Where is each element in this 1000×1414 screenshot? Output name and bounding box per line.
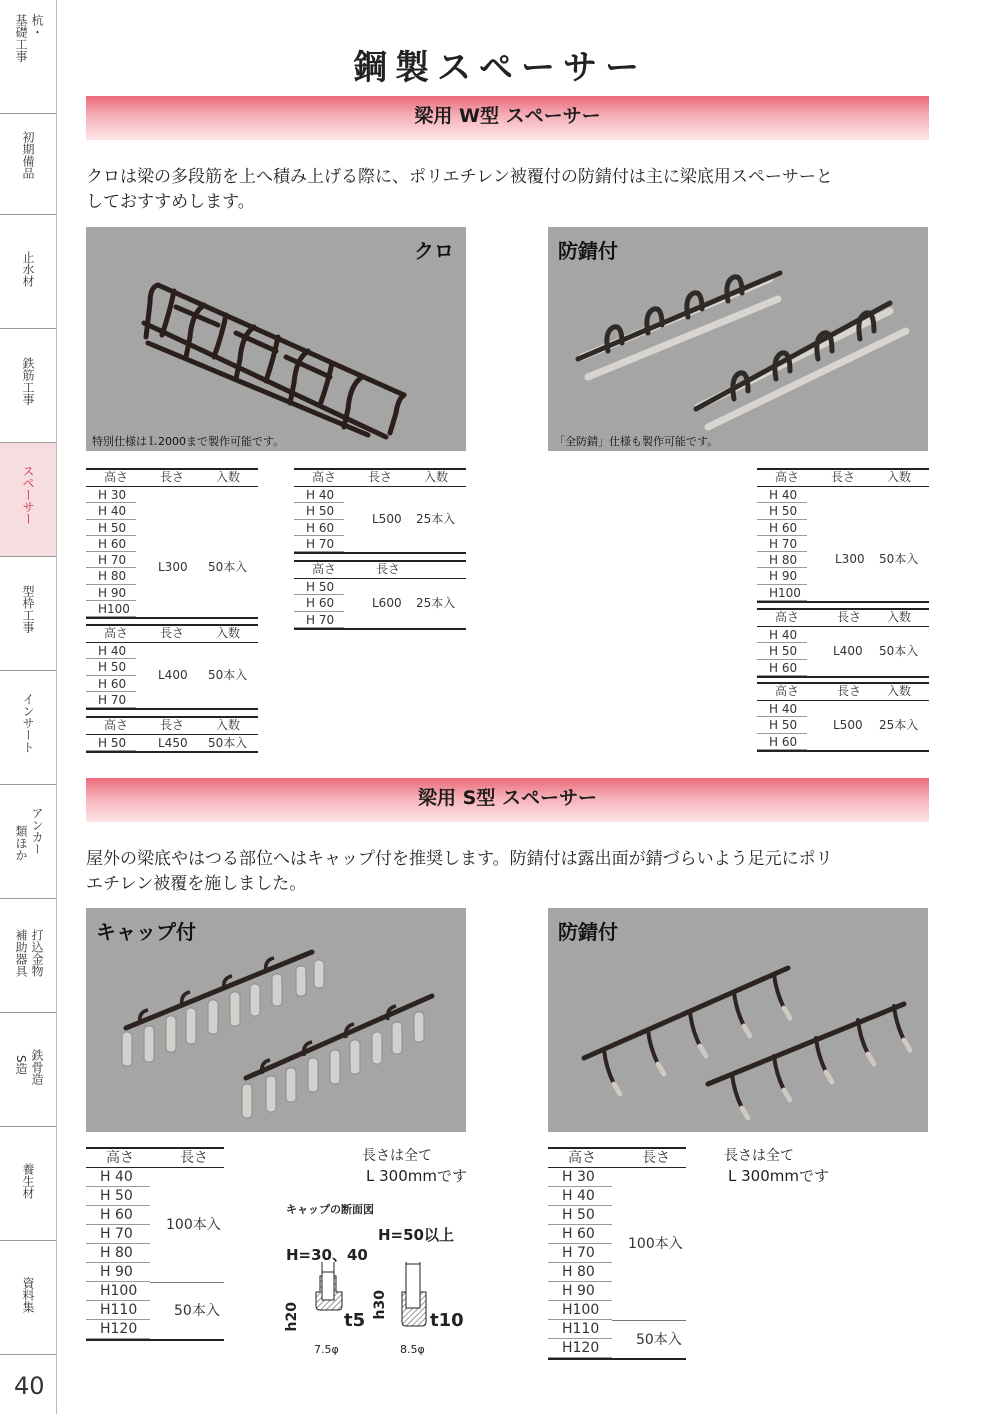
table-row: H 60 [86,536,136,552]
table-row: H 30 [86,487,136,503]
table-row: H 40 [757,487,807,503]
tab-insert[interactable] [0,671,56,785]
table-row: H 70 [548,1244,612,1263]
length-value: L500 [372,512,402,526]
photo-note: 特別仕様はＬ2000まで製作可能です。 [92,435,285,448]
spec-table-bousei-l300 [757,468,929,603]
photo-label: 防錆付 [558,239,618,263]
length-value: L400 [158,668,188,682]
photo-cap [86,908,466,1132]
tab-label: 類ほか [14,825,28,861]
table-row: H 40 [86,643,136,659]
cap-diagram-title: キャップの断面図 [286,1203,374,1216]
table-row: H 50 [757,717,807,733]
header-height: 高さ [568,1150,596,1166]
table-body [757,701,929,752]
header-count: 入数 [216,626,241,640]
table-row: H100 [86,601,136,617]
length-value: L300 [158,560,188,574]
header-count: 入数 [216,718,241,732]
tab-label: 初期備品 [21,131,35,179]
table-row: H 80 [757,552,807,568]
page-number: 40 [14,1372,45,1400]
length-note-line: L 300mmです [728,1167,829,1185]
table-header [757,682,929,701]
table-row: H 70 [86,692,136,708]
count-value: 25本入 [416,512,456,526]
header-length: 長さ [642,1150,670,1166]
sidebar-rule [56,0,57,1414]
length-note-line: 長さは全て [724,1148,794,1164]
table-row: H 90 [86,1263,150,1282]
table-row: H 60 [86,676,136,692]
cap-t-right: t10 [430,1310,464,1331]
cap-t-left: t5 [344,1310,366,1331]
header-count: 入数 [887,470,912,484]
length-note-cap [362,1146,467,1186]
table-body [548,1168,686,1360]
banner-text: 梁用 W型 スペーサー [414,105,601,127]
tab-label: 養生材 [21,1163,35,1199]
tab-label: 鉄骨造 [30,1049,44,1085]
table-row: H 60 [757,520,807,536]
description-line: 屋外の梁底やはつる部位へはキャップ付を推奨します。防錆付は露出面が錆づらいよう足元にポリ [86,849,833,869]
header-height: 高さ [312,470,337,484]
page-title: 鋼製スペーサー [353,48,647,88]
length-note-bousei [724,1146,829,1186]
header-count: 入数 [887,684,912,698]
table-body [757,627,929,678]
header-length: 長さ [160,626,185,640]
table-header [757,468,929,487]
header-length: 長さ [837,684,862,698]
cap-diagram-right-label: H=50以上 [378,1226,454,1244]
table-row: H 60 [548,1225,612,1244]
tab-steel-frame[interactable] [0,1013,56,1127]
photo-label: 防錆付 [558,920,618,944]
spec-table-kuro-l600 [294,560,466,630]
spec-table-kuro-l400 [86,624,258,710]
cap-diagram-left-label: H=30、40 [286,1246,368,1264]
spec-table-bousei-s [548,1147,686,1360]
count-value: 50本入 [174,1303,220,1319]
section-banner-w [86,96,929,140]
table-row: H 80 [86,568,136,584]
table-header [86,468,258,487]
tab-label: 補助器具 [14,929,28,977]
tab-label: スペーサー [21,465,35,525]
header-length: 長さ [160,470,185,484]
table-row: H 80 [86,1244,150,1263]
header-length: 長さ [180,1150,208,1166]
table-row: H 40 [294,487,344,503]
table-row: H 70 [86,552,136,568]
header-height: 高さ [312,562,337,576]
tab-label: 資料集 [21,1277,35,1313]
table-row: H 70 [86,1225,150,1244]
header-length: 長さ [376,562,401,576]
length-value: L400 [833,644,863,658]
spec-table-bousei-l500 [757,682,929,752]
table-row: H 50 [86,520,136,536]
header-length: 長さ [368,470,393,484]
table-header [294,560,466,579]
table-row: H 50 [86,1187,150,1206]
header-length: 長さ [831,470,856,484]
count-value: 100本入 [166,1217,221,1233]
length-value: L300 [835,552,865,566]
banner-text: 梁用 S型 スペーサー [418,787,597,809]
photo-note: 「全防錆」仕様も製作可能です。 [554,435,719,448]
tab-spacer[interactable] [0,443,56,557]
tab-label: 杭・ [30,14,44,38]
count-value: 50本入 [208,560,248,574]
header-height: 高さ [775,610,800,624]
table-row: H100 [86,1282,150,1301]
table-header [86,624,258,643]
photo-label: キャップ付 [96,920,196,944]
tab-reference[interactable] [0,1241,56,1355]
table-body [86,487,258,619]
table-row: H 50 [757,643,807,659]
table-header [548,1147,686,1168]
group-separator [150,1282,224,1283]
header-height: 高さ [106,1150,134,1166]
count-value: 100本入 [628,1236,683,1252]
table-header [294,468,466,487]
table-row: H 40 [86,503,136,519]
table-row: H 40 [757,627,807,643]
rebar-section [322,1272,334,1300]
count-value: 50本入 [879,644,919,658]
header-count: 入数 [887,610,912,624]
photo-kuro [86,227,466,451]
table-row: H 90 [757,568,807,584]
cap-dia-right: 8.5φ [400,1343,425,1356]
spec-table-kuro-l500 [294,468,466,554]
tab-label: S造 [14,1055,28,1075]
table-row: H 40 [548,1187,612,1206]
table-row: H100 [757,585,807,601]
table-row: H 30 [548,1168,612,1187]
header-length: 長さ [160,718,185,732]
table-row: H 90 [548,1282,612,1301]
section-banner-s [86,778,929,822]
rebar-section [406,1264,420,1308]
table-row: H100 [548,1301,612,1320]
tab-label: 打込金物 [30,929,44,977]
spec-table-cap [86,1147,224,1341]
count-value: 50本入 [636,1332,682,1348]
table-body [86,1168,224,1341]
group-separator [612,1320,686,1321]
header-height: 高さ [104,626,129,640]
table-row: H110 [548,1320,612,1339]
tab-label: 基礎工事 [14,14,28,62]
table-row: H 50 [86,735,136,751]
photo-bousei-w [548,227,928,451]
header-count: 入数 [424,470,449,484]
table-row: H 60 [294,595,344,611]
spec-table-kuro-l300 [86,468,258,619]
count-value: 25本入 [416,596,456,610]
table-row: H 50 [548,1206,612,1225]
photo-bousei-s [548,908,928,1132]
table-body [757,487,929,603]
header-height: 高さ [775,684,800,698]
table-row: H 50 [294,503,344,519]
table-header [86,1147,224,1168]
count-value: 50本入 [208,668,248,682]
tab-formwork[interactable] [0,557,56,671]
spec-table-bousei-l400 [757,608,929,678]
tab-label: 型枠工事 [21,585,35,633]
table-row: H120 [548,1339,612,1358]
header-height: 高さ [104,718,129,732]
table-body [86,735,258,753]
photo-label: クロ [414,239,454,263]
tab-driven-hardware[interactable] [0,899,56,1013]
w-description [86,165,934,215]
description-line: しておすすめします。 [86,192,255,212]
table-row: H 70 [757,536,807,552]
count-value: 50本入 [879,552,919,566]
header-length: 長さ [837,610,862,624]
s-description [86,847,934,897]
tab-pile-foundation[interactable] [0,0,56,114]
tab-label: 止水材 [21,251,35,287]
tab-curing-material[interactable] [0,1127,56,1241]
kuro-spacer-illustration [86,227,466,451]
cap-h-right: h30 [372,1290,388,1320]
tab-anchor[interactable] [0,785,56,899]
table-row: H 40 [757,701,807,717]
header-height: 高さ [104,470,129,484]
length-note-line: 長さは全て [362,1148,432,1164]
table-row: H120 [86,1320,150,1339]
spec-table-kuro-l450 [86,716,258,753]
tab-initial-equipment[interactable] [0,101,56,215]
tab-waterstop[interactable] [0,215,56,329]
table-row: H 90 [86,585,136,601]
table-row: H 60 [86,1206,150,1225]
table-row: H 70 [294,612,344,628]
tab-label: アンカー [30,807,44,855]
table-row: H 50 [86,659,136,675]
count-value: 25本入 [879,718,919,732]
table-body [86,643,258,710]
length-value: L500 [833,718,863,732]
tab-rebar-work[interactable] [0,329,56,443]
table-row: H 60 [757,660,807,676]
description-line: クロは梁の多段筋を上へ積み上げる際に、ポリエチレン被覆付の防錆付は主に梁底用スペーサーと [86,167,833,187]
description-line: エチレン被覆を施しました。 [86,874,307,894]
table-row: H 80 [548,1263,612,1282]
table-row: H110 [86,1301,150,1320]
table-header [757,608,929,627]
length-value: L600 [372,596,402,610]
count-value: 50本入 [208,736,248,750]
table-row: H 60 [757,734,807,750]
cap-dia-left: 7.5φ [314,1343,339,1356]
cap-h-left: h20 [284,1302,300,1332]
table-body [294,579,466,630]
table-row: H 50 [757,503,807,519]
table-row: H 40 [86,1168,150,1187]
table-header [86,716,258,735]
length-value: L450 [158,736,188,750]
table-row: H 70 [294,536,344,552]
tab-label: インサート [21,693,35,753]
tab-label: 鉄筋工事 [21,357,35,405]
header-count: 入数 [216,470,241,484]
sidebar [0,0,58,1414]
header-height: 高さ [775,470,800,484]
table-row: H 60 [294,520,344,536]
length-note-line: L 300mmです [366,1167,467,1185]
table-body [294,487,466,554]
table-row: H 50 [294,579,344,595]
